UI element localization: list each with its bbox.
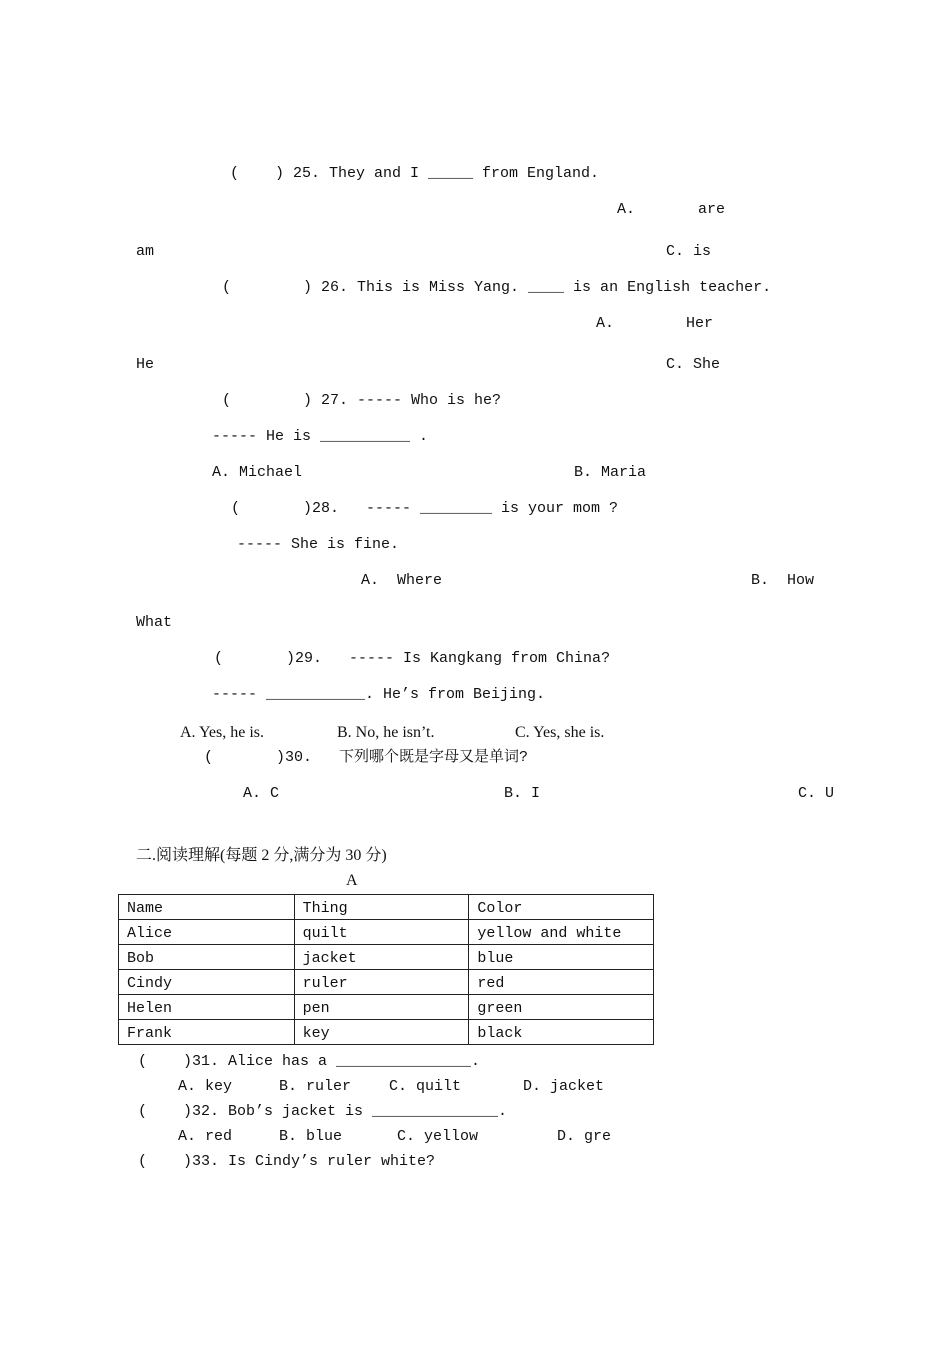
question-29-option-a: A. Yes, he is.: [180, 724, 265, 741]
table-cell-name: Bob: [119, 945, 295, 970]
column-header-name: Name: [119, 895, 295, 920]
question-28-stem: ( )28. ----- ________ is your mom ?: [231, 500, 619, 517]
table-cell-name: Frank: [119, 1020, 295, 1045]
table-row: [119, 995, 654, 1020]
section-heading: 二.阅读理解(每题 2 分,满分为 30 分): [136, 847, 387, 864]
question-30-option-b: B. I: [504, 785, 541, 802]
table-cell-thing: pen: [294, 995, 469, 1020]
part-label: A: [346, 872, 358, 889]
question-31-option-c: C. quilt: [389, 1078, 462, 1095]
column-header-thing: Thing: [294, 895, 469, 920]
question-27-option-a: A. Michael: [212, 464, 303, 481]
question-25-option-a: A. are: [617, 201, 726, 218]
column-header-color: Color: [469, 895, 654, 920]
question-29-stem: ( )29. ----- Is Kangkang from China?: [214, 650, 611, 667]
table-row: [119, 945, 654, 970]
table-row: [119, 920, 654, 945]
table-cell-thing: key: [294, 1020, 469, 1045]
question-27-option-b: B. Maria: [574, 464, 647, 481]
table-cell-name: Alice: [119, 920, 295, 945]
question-28-option-b: B. How: [751, 572, 815, 589]
question-28-option-a: A. Where: [361, 572, 443, 589]
table-cell-thing: quilt: [294, 920, 469, 945]
info-table: [118, 894, 654, 1045]
question-31-option-a: A. key: [178, 1078, 233, 1095]
question-26-stem: ( ) 26. This is Miss Yang. ____ is an English teacher.: [222, 279, 772, 296]
question-30-option-c: C. U: [798, 785, 835, 802]
table-row: [119, 1020, 654, 1045]
question-31-stem: ( )31. Alice has a _______________.: [138, 1053, 481, 1070]
question-31-option-d: D. jacket: [523, 1078, 605, 1095]
question-29-line2: ----- ___________. He’s from Beijing.: [212, 686, 546, 703]
question-28-line2: ----- She is fine.: [237, 536, 400, 553]
table-cell-name: Cindy: [119, 970, 295, 995]
question-32-option-b: B. blue: [279, 1128, 343, 1145]
question-26-option-b: He: [136, 356, 155, 373]
question-27-stem: ( ) 27. ----- Who is he?: [222, 392, 502, 409]
table-cell-thing: ruler: [294, 970, 469, 995]
question-25-option-c: C. is: [666, 243, 712, 260]
question-30-stem: ( )30. 下列哪个既是字母又是单词?: [204, 749, 529, 766]
question-32-option-d: D. gre: [557, 1128, 612, 1145]
table-cell-name: Helen: [119, 995, 295, 1020]
table-cell-color: yellow and white: [469, 920, 654, 945]
question-33-stem: ( )33. Is Cindy’s ruler white?: [138, 1153, 436, 1170]
table-cell-color: black: [469, 1020, 654, 1045]
question-32-stem: ( )32. Bob’s jacket is ______________.: [138, 1103, 508, 1120]
question-26-option-a: A. Her: [596, 315, 714, 332]
question-32-option-c: C. yellow: [397, 1128, 479, 1145]
question-32-option-a: A. red: [178, 1128, 233, 1145]
question-28-option-c: What: [136, 614, 173, 631]
table-cell-color: green: [469, 995, 654, 1020]
table-header-row: [119, 895, 654, 920]
question-30-option-a: A. C: [243, 785, 280, 802]
table-cell-color: blue: [469, 945, 654, 970]
table-cell-color: red: [469, 970, 654, 995]
question-25-option-b: am: [136, 243, 155, 260]
question-31-option-b: B. ruler: [279, 1078, 352, 1095]
table-row: [119, 970, 654, 995]
table-cell-thing: jacket: [294, 945, 469, 970]
question-29-option-c: C. Yes, she is.: [515, 724, 605, 741]
question-29-option-b: B. No, he isn’t.: [337, 724, 435, 741]
question-25-stem: ( ) 25. They and I _____ from England.: [230, 165, 600, 182]
question-27-line2: ----- He is __________ .: [212, 428, 429, 445]
question-26-option-c: C. She: [666, 356, 721, 373]
